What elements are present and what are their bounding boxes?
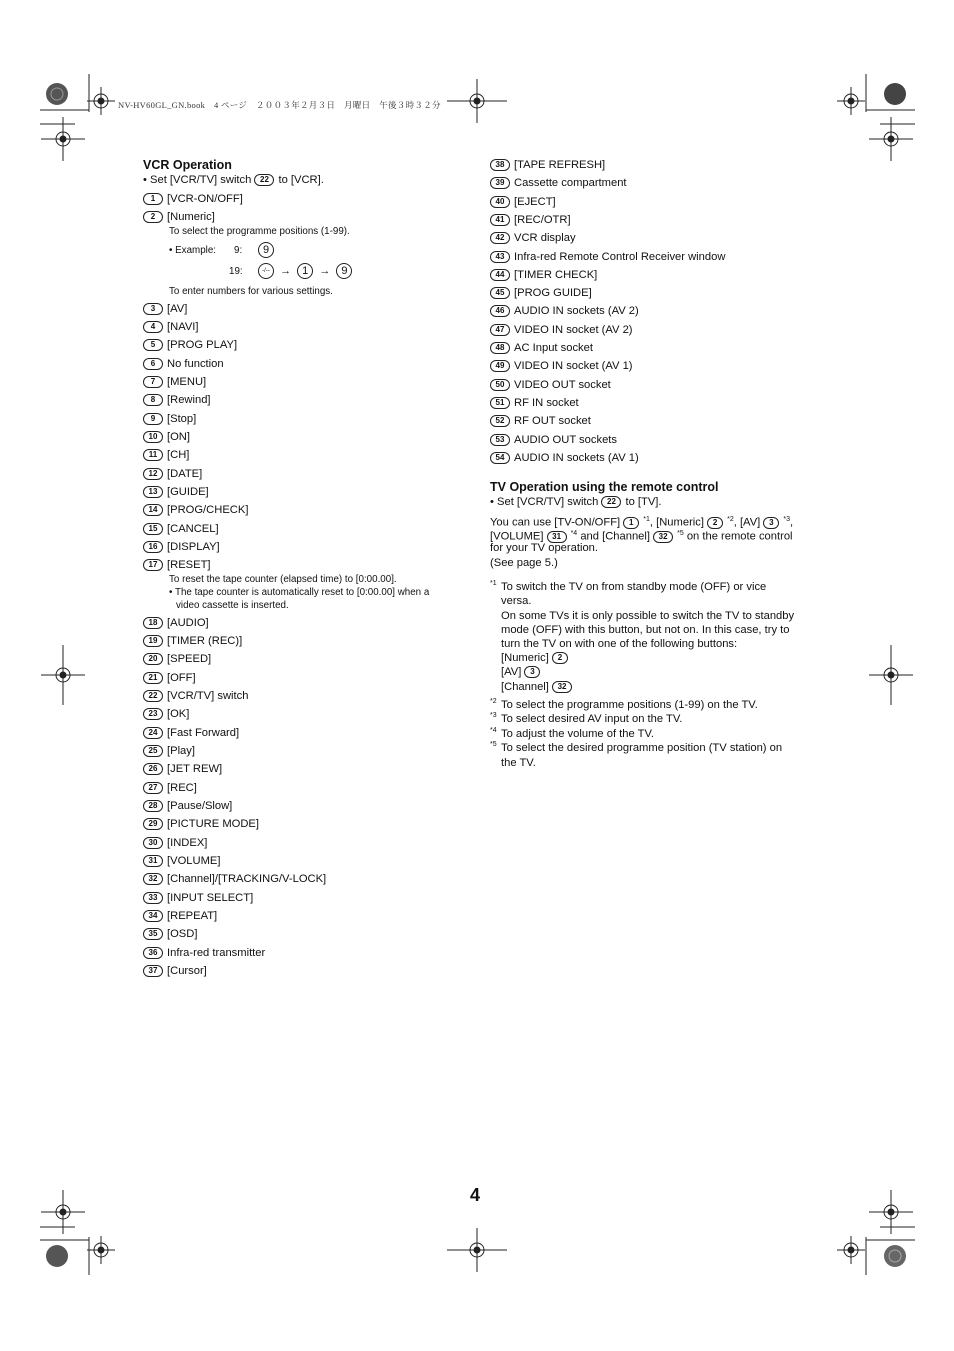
list-item-label: [Cursor] bbox=[167, 965, 207, 977]
list-item-label: VIDEO IN socket (AV 2) bbox=[514, 323, 633, 336]
number-badge: 11 bbox=[143, 449, 163, 461]
number-badge: 22 bbox=[254, 174, 274, 186]
list-item-label: [Play] bbox=[167, 745, 195, 757]
footnote-1-button-channel: [Channel] 32 bbox=[501, 680, 576, 695]
number-badge: 21 bbox=[143, 672, 163, 684]
list-item-label: [INDEX] bbox=[167, 837, 208, 849]
number-badge: 16 bbox=[143, 541, 163, 553]
number-badge: 43 bbox=[490, 251, 510, 263]
number-badge: 22 bbox=[143, 690, 163, 702]
reset-bullet-cont: video cassette is inserted. bbox=[176, 600, 289, 611]
list-item-label: [PROG GUIDE] bbox=[514, 287, 592, 300]
footnote-1-line: On some TVs it is only possible to switch the TV to standby bbox=[501, 609, 795, 622]
number-badge: 14 bbox=[143, 504, 163, 516]
number-badge: 41 bbox=[490, 214, 510, 226]
footnote-1-line: versa. bbox=[501, 595, 532, 608]
list-item-label: [VCR-ON/OFF] bbox=[167, 193, 243, 205]
number-badge: 3 bbox=[763, 517, 779, 529]
number-badge: 53 bbox=[490, 434, 510, 446]
number-badge: 54 bbox=[490, 452, 510, 464]
tv-paragraph-line2: [VOLUME] 31 $^{*4}$ and [Channel] 32 $^{*5}$ on the remote control bbox=[490, 530, 793, 543]
vcr-set-line: • Set [VCR/TV] switch 22 to [VCR]. bbox=[143, 174, 324, 186]
number-badge: 28 bbox=[143, 800, 163, 812]
list-item-label: [TAPE REFRESH] bbox=[514, 159, 606, 171]
list-item-label: [Numeric] bbox=[167, 211, 215, 223]
number-badge: 38 bbox=[490, 159, 510, 171]
list-item bbox=[143, 652, 211, 666]
number-badge: 32 bbox=[552, 681, 572, 693]
list-item-label: AUDIO IN sockets (AV 1) bbox=[514, 451, 639, 464]
list-item-label: [CANCEL] bbox=[167, 523, 219, 535]
list-item-label: [Pause/Slow] bbox=[167, 800, 233, 812]
tv-set-line: • Set [VCR/TV] switch 22 to [TV]. bbox=[490, 496, 662, 508]
list-item bbox=[143, 872, 326, 886]
list-item-label: [REC] bbox=[167, 782, 197, 794]
list-item bbox=[490, 268, 597, 282]
number-badge: 10 bbox=[143, 431, 163, 443]
list-item-label: VIDEO IN socket (AV 1) bbox=[514, 360, 633, 373]
number-badge: 39 bbox=[490, 177, 510, 189]
list-item bbox=[143, 522, 219, 536]
list-item-label: [TIMER (REC)] bbox=[167, 635, 243, 647]
list-item bbox=[490, 359, 633, 373]
list-item-label: [Rewind] bbox=[167, 394, 211, 406]
footnote-2: To select the programme positions (1-99) on the TV. bbox=[501, 699, 758, 711]
list-item bbox=[143, 946, 265, 960]
footnote-1-button-numeric: [Numeric] 2 bbox=[501, 651, 572, 666]
list-item-label: [MENU] bbox=[167, 376, 207, 388]
list-item-label: [PROG PLAY] bbox=[167, 339, 238, 351]
numeric-note: To select the programme positions (1-99). bbox=[169, 226, 350, 237]
list-item bbox=[143, 540, 220, 554]
number-badge: 13 bbox=[143, 486, 163, 498]
list-item bbox=[143, 412, 196, 426]
number-badge: 35 bbox=[143, 928, 163, 940]
number-badge: 32 bbox=[653, 531, 673, 543]
list-item-label: [CH] bbox=[167, 449, 190, 461]
list-item-label: [PICTURE MODE] bbox=[167, 818, 259, 830]
list-item bbox=[143, 744, 195, 758]
list-item bbox=[143, 616, 209, 630]
footnote-1-button-av: [AV] 3 bbox=[501, 665, 544, 680]
example-label: • Example: bbox=[169, 245, 216, 256]
list-item-label: [Channel]/[TRACKING/V-LOCK] bbox=[167, 873, 327, 885]
list-item bbox=[490, 341, 593, 355]
list-item bbox=[143, 338, 237, 352]
list-item-label: [PROG/CHECK] bbox=[167, 504, 249, 516]
list-item-label: [AUDIO] bbox=[167, 617, 209, 629]
list-item bbox=[143, 781, 197, 795]
example-1-digit: 9 bbox=[258, 242, 274, 258]
number-badge: 26 bbox=[143, 763, 163, 775]
footnote-5: To select the desired programme position (TV station) on bbox=[501, 742, 783, 754]
number-badge: 1 bbox=[143, 193, 163, 205]
list-item bbox=[143, 726, 239, 740]
list-item-label: [EJECT] bbox=[514, 195, 556, 208]
footnote-1-line: turn the TV on with one of the following buttons: bbox=[501, 638, 738, 651]
list-item-label: [OSD] bbox=[167, 928, 198, 940]
list-item-label: [OFF] bbox=[167, 672, 196, 684]
list-item-label: VIDEO OUT socket bbox=[514, 378, 611, 391]
list-item bbox=[143, 964, 207, 978]
list-item bbox=[490, 414, 591, 428]
number-badge: 31 bbox=[143, 855, 163, 867]
footnote-4: To adjust the volume of the TV. bbox=[501, 728, 654, 740]
number-badge: 33 bbox=[143, 892, 163, 904]
list-item-label: [REC/OTR] bbox=[514, 213, 571, 226]
list-item-label: [AV] bbox=[167, 303, 188, 315]
list-item bbox=[143, 192, 243, 206]
list-item bbox=[143, 891, 253, 905]
list-item bbox=[490, 176, 627, 190]
list-item bbox=[143, 302, 187, 316]
tv-paragraph-line1: You can use [TV-ON/OFF] 1 $^{*1}$, [Numeric] 2 $^{*2}$, [AV] 3 $^{*3}$, bbox=[490, 516, 794, 529]
footnote-5-mark: *5 bbox=[490, 741, 497, 748]
number-badge: 51 bbox=[490, 397, 510, 409]
list-item-label: [OK] bbox=[167, 708, 190, 720]
list-item bbox=[490, 250, 725, 264]
number-badge: 4 bbox=[143, 321, 163, 333]
list-item bbox=[490, 396, 579, 410]
number-badge: 32 bbox=[143, 873, 163, 885]
vcr-title: VCR Operation bbox=[143, 158, 232, 172]
list-item bbox=[143, 634, 242, 648]
list-item-label: VCR display bbox=[514, 232, 576, 245]
list-item-label: RF IN socket bbox=[514, 396, 579, 409]
footnote-3: To select desired AV input on the TV. bbox=[501, 713, 683, 725]
tv-paragraph-line3: for your TV operation. bbox=[490, 542, 598, 554]
number-badge: 2 bbox=[143, 211, 163, 223]
list-item bbox=[143, 375, 206, 389]
number-badge: 50 bbox=[490, 379, 510, 391]
list-item-label: [NAVI] bbox=[167, 321, 199, 333]
list-item-label: [VOLUME] bbox=[167, 855, 221, 867]
list-item-label: Infra-red Remote Control Receiver window bbox=[514, 250, 726, 263]
footnote-1-line: mode (OFF) with this button, but not on. In this case, try to bbox=[501, 623, 790, 636]
example-2-sequence: -/-- → 1 → 9 bbox=[258, 263, 352, 279]
footnote-1-line: To switch the TV on from standby mode (OFF) or vice bbox=[501, 581, 767, 593]
list-item bbox=[490, 213, 571, 227]
list-item bbox=[143, 707, 189, 721]
list-item bbox=[143, 558, 211, 572]
list-item-label: [SPEED] bbox=[167, 653, 212, 665]
list-item bbox=[143, 817, 259, 831]
example-1-label: 9: bbox=[234, 245, 243, 256]
list-item-label: [JET REW] bbox=[167, 763, 223, 775]
number-badge: 6 bbox=[143, 358, 163, 370]
number-badge: 9 bbox=[143, 413, 163, 425]
number-badge: 29 bbox=[143, 818, 163, 830]
number-badge: 3 bbox=[143, 303, 163, 315]
list-item-label: Cassette compartment bbox=[514, 177, 627, 190]
number-badge: 5 bbox=[143, 339, 163, 351]
list-item-label: RF OUT socket bbox=[514, 415, 591, 428]
list-item bbox=[490, 433, 617, 447]
list-item bbox=[143, 799, 232, 813]
number-badge: 3 bbox=[524, 666, 540, 678]
list-item-label: AC Input socket bbox=[514, 342, 593, 354]
list-item-label: [TIMER CHECK] bbox=[514, 268, 598, 281]
list-item bbox=[143, 836, 207, 850]
list-item-label: [REPEAT] bbox=[167, 910, 218, 922]
list-item bbox=[143, 927, 197, 941]
number-badge: 34 bbox=[143, 910, 163, 922]
list-item bbox=[143, 503, 248, 517]
list-item bbox=[143, 320, 199, 334]
list-item-label: AUDIO IN sockets (AV 2) bbox=[514, 305, 639, 318]
list-item bbox=[490, 286, 592, 300]
number-badge: 37 bbox=[143, 965, 163, 977]
list-item bbox=[143, 854, 220, 868]
number-badge: 49 bbox=[490, 360, 510, 372]
list-item-label: [RESET] bbox=[167, 559, 211, 571]
list-item bbox=[143, 689, 248, 703]
number-badge: 23 bbox=[143, 708, 163, 720]
list-item bbox=[143, 210, 215, 224]
tv-paragraph-line4: (See page 5.) bbox=[490, 557, 558, 569]
list-item bbox=[490, 195, 556, 209]
number-badge: 40 bbox=[490, 196, 510, 208]
number-badge: 15 bbox=[143, 523, 163, 535]
number-badge: 31 bbox=[547, 531, 567, 543]
list-item-label: [INPUT SELECT] bbox=[167, 892, 254, 904]
list-item bbox=[490, 158, 605, 172]
number-badge: 42 bbox=[490, 232, 510, 244]
number-badge: 25 bbox=[143, 745, 163, 757]
number-badge: 1 bbox=[623, 517, 639, 529]
number-badge: 22 bbox=[601, 496, 621, 508]
reset-note: To reset the tape counter (elapsed time) to [0:00.00]. bbox=[169, 574, 397, 585]
number-badge: 44 bbox=[490, 269, 510, 281]
list-item bbox=[143, 430, 190, 444]
list-item bbox=[143, 671, 196, 685]
list-item bbox=[490, 304, 639, 318]
number-badge: 48 bbox=[490, 342, 510, 354]
file-header: NV-HV60GL_GN.book 4 ページ ２００３年２月３日 月曜日 午後３時３２分 bbox=[118, 100, 441, 110]
list-item bbox=[490, 378, 611, 392]
number-badge: 45 bbox=[490, 287, 510, 299]
footnote-3-mark: *3 bbox=[490, 712, 497, 719]
number-badge: 30 bbox=[143, 837, 163, 849]
footnote-1-mark: *1 bbox=[490, 580, 497, 587]
number-badge: 17 bbox=[143, 559, 163, 571]
example-2-label: 19: bbox=[229, 266, 243, 277]
number-badge: 20 bbox=[143, 653, 163, 665]
number-badge: 19 bbox=[143, 635, 163, 647]
list-item bbox=[143, 357, 224, 371]
number-badge: 36 bbox=[143, 947, 163, 959]
numeric-note-2: To enter numbers for various settings. bbox=[169, 286, 333, 297]
page-number: 4 bbox=[470, 1185, 481, 1205]
list-item-label: AUDIO OUT sockets bbox=[514, 433, 617, 446]
number-badge: 7 bbox=[143, 376, 163, 388]
list-item bbox=[143, 467, 202, 481]
number-badge: 2 bbox=[707, 517, 723, 529]
list-item bbox=[143, 485, 209, 499]
list-item-label: [ON] bbox=[167, 431, 190, 443]
number-badge: 8 bbox=[143, 394, 163, 406]
tv-title: TV Operation using the remote control bbox=[490, 480, 719, 494]
number-badge: 24 bbox=[143, 727, 163, 739]
footnote-4-mark: *4 bbox=[490, 727, 497, 734]
number-badge: 12 bbox=[143, 468, 163, 480]
number-badge: 52 bbox=[490, 415, 510, 427]
list-item-label: Infra-red transmitter bbox=[167, 947, 266, 959]
list-item bbox=[490, 451, 639, 465]
number-badge: 2 bbox=[552, 652, 568, 664]
footnote-5-cont: the TV. bbox=[501, 757, 536, 769]
list-item-label: [DATE] bbox=[167, 468, 203, 480]
list-item bbox=[143, 448, 189, 462]
list-item bbox=[490, 231, 576, 245]
number-badge: 27 bbox=[143, 782, 163, 794]
list-item bbox=[143, 909, 217, 923]
list-item bbox=[143, 762, 222, 776]
list-item bbox=[143, 393, 211, 407]
reset-bullet: • The tape counter is automatically reset to [0:00.00] when a bbox=[169, 587, 430, 598]
list-item-label: [Fast Forward] bbox=[167, 727, 240, 739]
list-item-label: [DISPLAY] bbox=[167, 541, 220, 553]
list-item bbox=[490, 323, 633, 337]
number-badge: 47 bbox=[490, 324, 510, 336]
number-badge: 18 bbox=[143, 617, 163, 629]
list-item-label: [Stop] bbox=[167, 413, 197, 425]
number-badge: 46 bbox=[490, 305, 510, 317]
list-item-label: No function bbox=[167, 358, 224, 370]
list-item-label: [VCR/TV] switch bbox=[167, 690, 249, 702]
list-item-label: [GUIDE] bbox=[167, 486, 209, 498]
footnote-2-mark: *2 bbox=[490, 698, 497, 705]
